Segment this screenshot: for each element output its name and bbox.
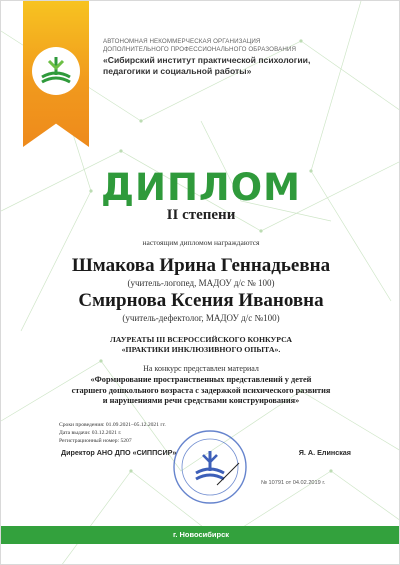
issue-date-text: Дата выдачи: 03.12.2021 г.: [59, 430, 122, 436]
material-line2: старшего дошкольного возраста с задержкой психического развития: [71, 385, 331, 395]
stamp-seal: [169, 427, 251, 507]
reg-number-text: Регистрационный номер: 5207: [59, 438, 132, 444]
org-name-line2: педагогики и социальной работы»: [103, 66, 252, 76]
footer-city: г. Новосибирск: [172, 530, 230, 539]
awarded-text: настоящим дипломом награждаются: [142, 238, 260, 247]
director-label: Директор АНО ДПО «СИППСИР»: [61, 448, 177, 457]
director-name: Я. А. Елинская: [298, 448, 351, 457]
recipient-role: (учитель-дефектолог, МАДОУ д/с №100): [122, 313, 280, 323]
signature-row: [61, 448, 351, 462]
org-name-line1: «Сибирский институт практической психологии,: [103, 55, 311, 65]
institute-logo: [30, 45, 82, 97]
laureates-block: [1, 335, 400, 355]
dates-text: Сроки проведения: 01.09.2021–05.12.2021 гг.: [59, 422, 166, 428]
org-type-line2: ДОПОЛНИТЕЛЬНОГО ПРОФЕССИОНАЛЬНОГО ОБРАЗОВАНИЯ: [103, 46, 297, 53]
diploma-title: ДИПЛОМ: [101, 166, 301, 209]
footer-bar: [1, 526, 400, 544]
license-text: № 10791 от 04.02.2019 г.: [261, 480, 326, 486]
recipient-1: [1, 255, 400, 289]
recipient-role: (учитель-логопед, МАДОУ д/с № 100): [127, 278, 275, 288]
material-line3: и нарушениями речи средствами конструирования»: [102, 396, 300, 405]
material-line1: «Формирование пространственных представлений у детей: [90, 375, 312, 384]
laureates-line2: «ПРАКТИКИ ИНКЛЮЗИВНОГО ОПЫТА».: [121, 345, 281, 354]
organization-header: [103, 38, 393, 76]
diploma-degree: II степени: [166, 207, 236, 223]
material-title: [56, 375, 346, 407]
submitted-text: На конкурс представлен материал: [143, 364, 259, 373]
org-type-line1: АВТОНОМНАЯ НЕКОММЕРЧЕСКАЯ ОРГАНИЗАЦИЯ: [103, 38, 261, 45]
recipient-2: [1, 290, 400, 324]
laureates-line1: ЛАУРЕАТЫ III ВСЕРОССИЙСКОГО КОНКУРСА: [109, 335, 292, 344]
recipient-name: Шмакова Ирина Геннадьевна: [71, 255, 331, 276]
recipient-name: Смирнова Ксения Ивановна: [78, 290, 324, 311]
